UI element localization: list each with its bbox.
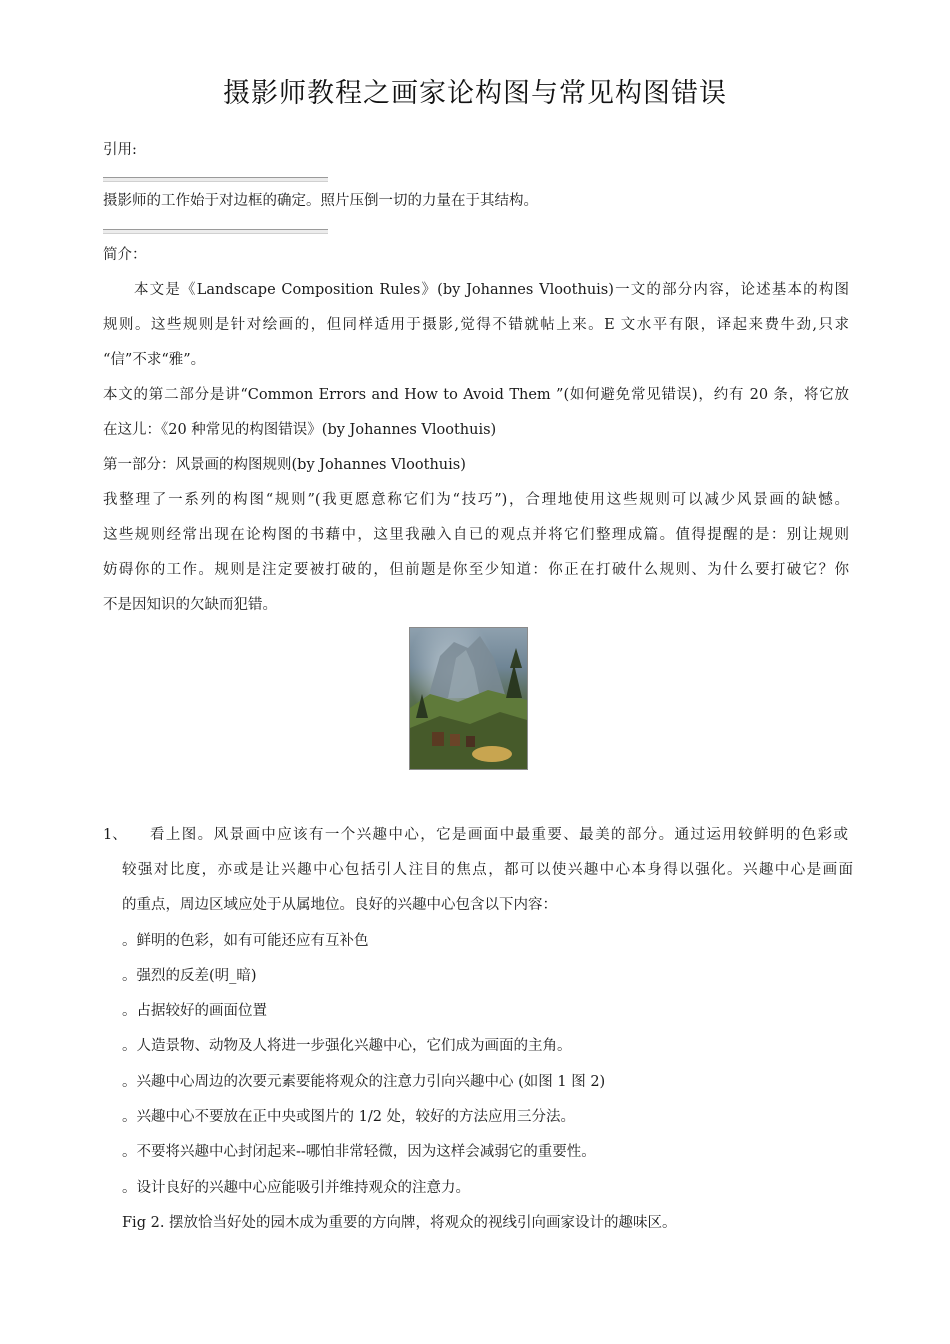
bullet-item: 。设计良好的兴趣中心应能吸引并维持观众的注意力。 xyxy=(122,1180,470,1196)
part1-heading: 第一部分：风景画的构图规则(by Johannes Vloothuis) xyxy=(103,457,466,473)
intro-line: 本文是《Landscape Composition Rules》(by Johannes Vloothuis)一文的部分内容，论述基本的构图 xyxy=(134,282,849,298)
quote-text: 摄影师的工作始于对边框的确定。照片压倒一切的力量在于其结构。 xyxy=(103,193,538,209)
part2-line: 在这儿：《20 种常见的构图错误》(by Johannes Vloothuis) xyxy=(103,422,497,438)
intro-line: 规则。这些规则是针对绘画的，但同样适用于摄影,觉得不错就帖上来。E 文水平有限，译起来费牛劲,只求 xyxy=(103,317,849,333)
rules-intro-line: 不是因知识的欠缺而犯错。 xyxy=(103,597,277,613)
landscape-painting-graphic xyxy=(410,628,527,769)
figure-2-caption: Fig 2. 摆放恰当好处的园木成为重要的方向牌，将观众的视线引向画家设计的趣味区。 xyxy=(122,1215,677,1231)
bullet-item: 。强烈的反差(明_暗) xyxy=(122,968,257,984)
bullet-item: 。鲜明的色彩，如有可能还应有互补色 xyxy=(122,933,369,949)
list-item-text: 看上图。风景画中应该有一个兴趣中心，它是画面中最重要、最美的部分。通过运用较鲜明的色彩或 xyxy=(150,827,848,843)
list-item-number: 1、 xyxy=(103,827,127,843)
bullet-item: 。兴趣中心不要放在正中央或图片的 1/2 处，较好的方法应用三分法。 xyxy=(122,1109,576,1125)
rules-intro-line: 我整理了一系列的构图“规则”(我更愿意称它们为“技巧”)，合理地使用这些规则可以减少风景画的缺憾。 xyxy=(103,492,849,508)
list-item-text: 较强对比度，亦或是让兴趣中心包括引人注目的焦点，都可以使兴趣中心本身得以强化。兴趣中心是画面 xyxy=(122,862,853,878)
part2-line: 本文的第二部分是讲“Common Errors and How to Avoid Them ”(如何避免常见错误)，约有 20 条，将它放 xyxy=(103,387,849,403)
list-item-1-first-line xyxy=(0,823,950,847)
bullet-item: 。占据较好的画面位置 xyxy=(122,1003,267,1019)
quote-label: 引用: xyxy=(103,142,137,158)
quote-top-rule xyxy=(103,177,328,182)
rules-intro-line: 这些规则经常出现在论构图的书藉中，这里我融入自已的观点并将它们整理成篇。值得提醒的是：别让规则 xyxy=(103,527,849,543)
intro-line: “信”不求“雅”。 xyxy=(103,352,206,368)
landscape-painting-image xyxy=(409,627,528,770)
intro-label: 简介： xyxy=(103,247,147,263)
bullet-item: 。兴趣中心周边的次要元素要能将观众的注意力引向兴趣中心 (如图 1 图 2) xyxy=(122,1074,606,1090)
bullet-item: 。人造景物、动物及人将进一步强化兴趣中心，它们成为画面的主角。 xyxy=(122,1038,572,1054)
page-title: 摄影师教程之画家论构图与常见构图错误 xyxy=(223,78,727,109)
quote-bottom-rule xyxy=(103,229,328,234)
list-item-text: 的重点，周边区域应处于从属地位。良好的兴趣中心包含以下内容： xyxy=(122,897,557,913)
rules-intro-line: 妨碍你的工作。规则是注定要被打破的，但前题是你至少知道：你正在打破什么规则、为什么要打破它？你 xyxy=(103,562,849,578)
bullet-item: 。不要将兴趣中心封闭起来--哪怕非常轻微，因为这样会减弱它的重要性。 xyxy=(122,1144,596,1160)
